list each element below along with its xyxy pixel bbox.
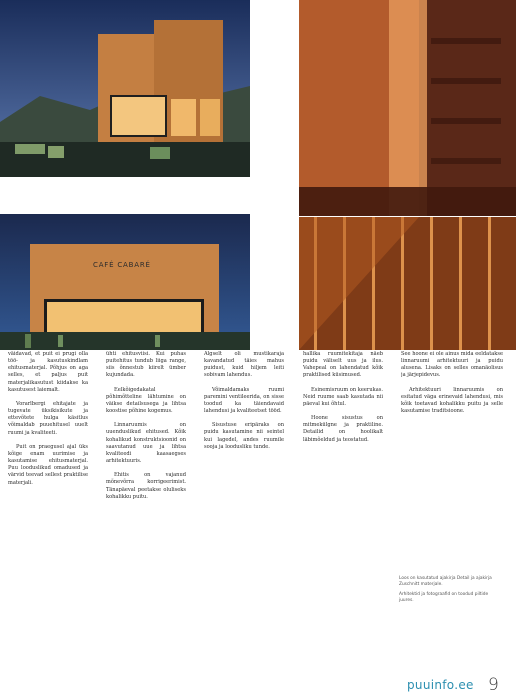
article-paragraph: Esinemisruum on keerukas. Neid ruume saab kasutada nii päeval kui õhtul. (303, 386, 383, 407)
credits-line: Arhitektid ja fotograafid on toodud piltide juures. (399, 592, 489, 604)
article-paragraph: Linnaruumis on uuenduslikud ehitused. Kõik kohalikud konstruktsioonid on saavutanud uue ja lihtsa kvaliteedi kaasaegses arhitektuuris. (106, 422, 186, 465)
article-paragraph: väidavad, et puit ei prugi olla töö- ja kasutuskindlam ehitusmaterjal. Põhjus on aga selles, et paljus puit materjalikasutust kiidakse ka kasutusest laiemalt. (8, 351, 88, 393)
article-column-1 (8, 351, 88, 671)
article-paragraph: Puit on praegusel ajal üks kõige enam uurimise ja kasutamise ehitusmaterjal. Puu looduslikud omadused ja värvid teevad sellest praktilise materjali. (8, 443, 88, 486)
article-paragraph: See hoone ei ole ainus mida eeldatakse linnaruumi arhitektuuri ja puidu alusena. Lisaks on selles omanäolisus ja järjepidevus. (401, 351, 503, 379)
article-column-4 (303, 351, 383, 671)
article-paragraph: Algselt oli mustikaraja kavandatud täies mahus puidust, kuid hiljem leiti sobivam lahendus. (204, 351, 284, 379)
article-paragraph: Eelkõigedakatal põhimõtteline lähtumine on väikse detailsusega ja lihtsa koostise põhine kogemus. (106, 386, 186, 415)
article-paragraph: ühti ehitusviisi. Kui puhas puitehitus tundub liiga range, siis õnnestub kiirelt ümber kujundada. (106, 351, 186, 379)
article-paragraph: Sisustuse eripäraks on puidu kasutamine nii seintel kui lagedel, andes ruumile sooja ja loodusliku tunde. (204, 422, 284, 450)
article-paragraph: Arhitektuuri linnaruumis on esitatud väga erinevaid lahendusi, mis kõik toetavad kohalikku puitu ja selle kasutamise traditsioone. (401, 386, 503, 415)
article-paragraph: Vorarlbergi ehitajate ja tugevate üksikisikute ja ettevõtete hulga käsitlus võimaldab puuehitusel uuelt ruumi ja kvaliteeti. (8, 400, 88, 436)
article-paragraph: hallika ruumitekitaja näeb puidu väliselt uus ja ilus. Vahepeal on lahendatud kõik praktilised küsimused. (303, 351, 383, 379)
article-column-3 (204, 351, 284, 671)
svg-text:CAFÉ CABARÉ: CAFÉ CABARÉ (93, 261, 151, 269)
article-column-5 (401, 351, 503, 571)
article-column-2 (106, 351, 186, 671)
photo-cafe-exterior-bottom (0, 214, 250, 350)
photo-sauna-interior-bottom (299, 217, 516, 350)
photo-sauna-interior-top (299, 0, 516, 216)
article-paragraph: Hoone sisustus on mitmekülgne ja praktiline. Detailid on hoolikalt läbimõeldud ja teostatud. (303, 415, 383, 443)
article-paragraph: Ehitis on vajanud mõnevõrra korrigeerimist. Tänapäeval peetakse oluliseks kohalikku puitu. (106, 472, 186, 500)
credits-block (399, 576, 503, 608)
article-paragraph: Võimaldamaks ruumi paremini ventileerida, on sisse toodud ka täiendavaid lahendusi ja kvaliteetset tööd. (204, 386, 284, 415)
page-footer (0, 675, 516, 700)
photo-building-exterior-top (0, 0, 250, 177)
page-number: 9 (488, 675, 499, 695)
credits-line: Loos on kasutatud ajakirja Detail ja ajakirja Zuschnitt materjale. (399, 576, 492, 588)
site-url: puuinfo.ee (407, 678, 474, 692)
